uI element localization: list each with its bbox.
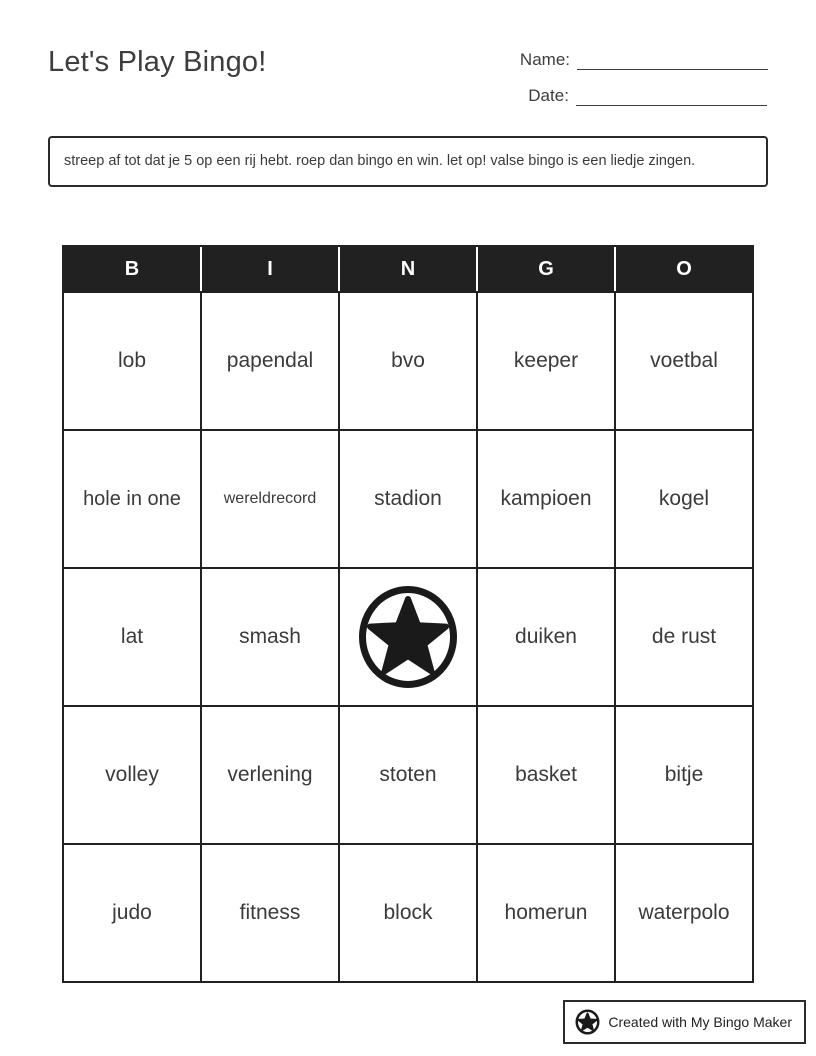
bingo-header-cell-b: B <box>124 257 140 280</box>
bingo-cell: duiken <box>478 569 614 705</box>
bingo-header-cell-n: N <box>338 247 476 291</box>
instructions-box <box>48 136 768 187</box>
bingo-free-space <box>340 569 476 705</box>
bingo-body <box>62 293 754 983</box>
star-in-circle-icon <box>358 585 458 689</box>
instructions-text: streep af tot dat je 5 op een rij hebt. roep dan bingo en win. let op! valse bingo is een liedje zingen. <box>64 153 696 169</box>
bingo-grid <box>62 245 754 983</box>
bingo-cell: stoten <box>340 707 476 843</box>
bingo-header-cell-g: G <box>476 247 614 291</box>
bingo-cell: bitje <box>616 707 752 843</box>
name-field-row <box>520 48 768 70</box>
bingo-cell: judo <box>64 845 200 981</box>
name-write-line <box>577 48 768 70</box>
bingo-cell: wereldrecord <box>202 431 338 567</box>
bingo-cell: lat <box>64 569 200 705</box>
name-date-fields <box>520 48 768 106</box>
bingo-cell: verlening <box>202 707 338 843</box>
bingo-cell: papendal <box>202 293 338 429</box>
page-title: Let's Play Bingo! <box>48 46 267 78</box>
page-header <box>0 0 816 106</box>
bingo-cell: homerun <box>478 845 614 981</box>
bingo-cell: voetbal <box>616 293 752 429</box>
date-field-row <box>520 84 768 106</box>
bingo-cell: bvo <box>340 293 476 429</box>
bingo-header-row <box>62 245 754 293</box>
date-write-line <box>576 84 767 106</box>
bingo-cell: block <box>340 845 476 981</box>
bingo-cell: waterpolo <box>616 845 752 981</box>
bingo-cell: keeper <box>478 293 614 429</box>
star-in-circle-icon <box>575 1009 600 1035</box>
bingo-cell: fitness <box>202 845 338 981</box>
bingo-cell: smash <box>202 569 338 705</box>
bingo-cell: lob <box>64 293 200 429</box>
date-label: Date: <box>528 85 569 105</box>
bingo-cell: volley <box>64 707 200 843</box>
bingo-cell: de rust <box>616 569 752 705</box>
credit-text: Created with My Bingo Maker <box>608 1014 792 1030</box>
bingo-cell: hole in one <box>64 431 200 567</box>
bingo-header-cell-i: I <box>200 247 338 291</box>
bingo-cell: stadion <box>340 431 476 567</box>
credit-badge <box>563 1000 806 1044</box>
bingo-cell: kogel <box>616 431 752 567</box>
bingo-cell: kampioen <box>478 431 614 567</box>
bingo-header-cell-o: O <box>614 247 752 291</box>
name-label: Name: <box>519 49 570 69</box>
bingo-cell: basket <box>478 707 614 843</box>
